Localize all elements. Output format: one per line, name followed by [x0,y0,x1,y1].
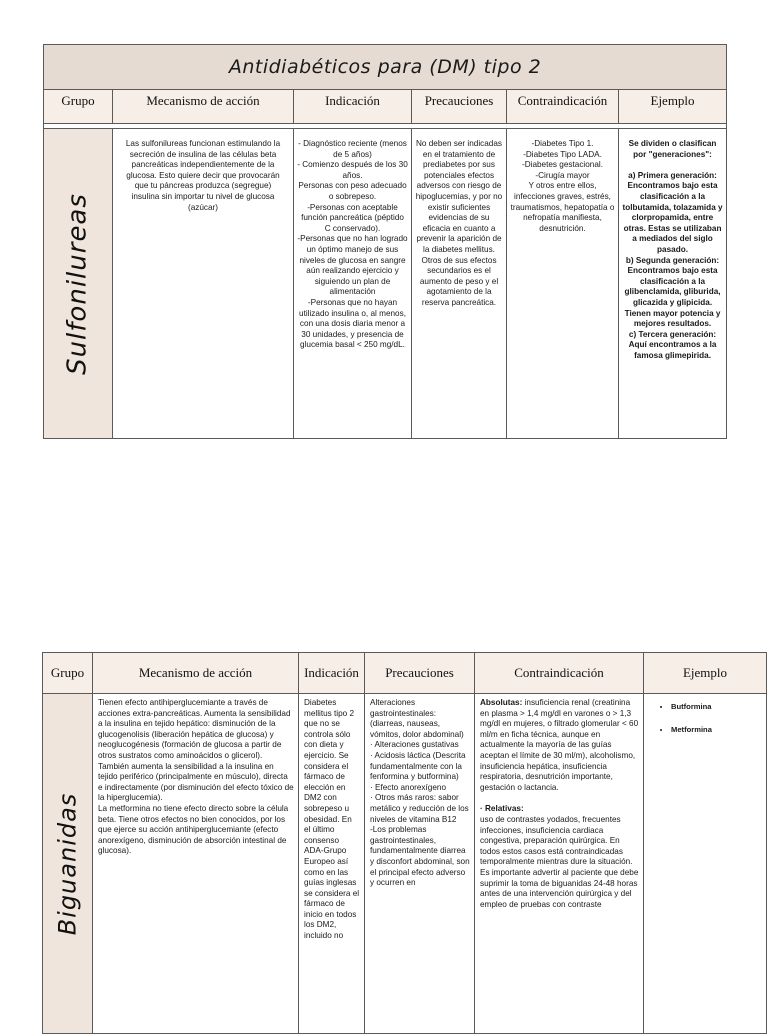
ejemplo-list [649,702,762,735]
header-mecanismo: Mecanismo de acción [93,653,299,694]
header-ejemplo: Ejemplo [644,653,767,694]
header-contraindicacion: Contraindicación [475,653,644,694]
header-ejemplo: Ejemplo [619,90,727,124]
contra-relativas-text: uso de contrastes yodados, frecuentes infecciones, insuficiencia cardiaca congestiva, preparación quirúrgica. En todos estos casos está contraindicadas temporalmente mientras dure la situación. Es importante advertir al paciente que debe suprimir la toma de biguanidas 24-48 horas antes de una intervención quirúrgica y del empleo de pruebas con contraste [480,814,639,909]
header-indicacion: Indicación [299,653,365,694]
mecanismo-cell: Tienen efecto antihiperglucemiante a través de acciones extra-pancreáticas. Aumenta la sensibilidad a la insulina en tejido hepático: disminución de la glucogenolisis (liberación hepática de glucosa) y neoglucogénesis (formación de glucosa a partir de otros sustratos como aminoácidos o glicerol). También aumenta la sensibilidad a la insulina en tejido periférico (principalmente en músculo), directa e indirectamente (por disminución del efecto tóxico de la hiperglucemia). La metformina no tiene efecto directo sobre la célula beta. Tiene otros efectos no bien conocidos, por los que ejerce su acción antihiperglucemiante (efecto anorexígeno, disminución de absorción intestinal de glucosa). [93,694,299,1034]
contraindicacion-cell [475,694,644,1034]
precauciones-cell: No deben ser indicadas en el tratamiento de prediabetes por sus potenciales efectos adversos con riesgo de hipoglucemias, y por no existir suficientes evidencias de su eficacia en cuanto a prevenir la aparición de la diabetes mellitus. Otros de sus efectos secundarios es el aumento de peso y el agotamiento de la reserva pancreática. [412,129,507,439]
contra-absolutas-label: Absolutas: [480,698,523,707]
list-item: • Metformina [671,725,762,736]
header-precauciones: Precauciones [365,653,475,694]
header-indicacion: Indicación [294,90,412,124]
ejemplo-cell: Se dividen o clasifican por "generaciones": a) Primera generación: Encontramos bajo esta clasificación a la tolbutamida, tolazamida y clorpropamida, entre otras. Estas se utilizaban a mediados del siglo pasado. b) Segunda generación: Encontramos bajo esta clasificación a la glibenclamida, gliburida, glicazida y glipicida. Tienen mayor potencia y mejores resultados. c) Tercera generación: Aquí encontramos a la famosa glimepirida. [619,129,727,439]
contra-absolutas-text: insuficiencia renal (creatinina en plasma > 1,4 mg/dl en varones o > 1,3 mg/dl en mujeres, o filtrado glomerular < 60 ml/m en ficha técnica, aunque en actualmente la mayoría de las guías aceptan el límite de 30 ml/m), alcoholismo, insuficiencia hepática, insuficiencia respiratoria, desnutrición importante, gestación o lactancia. [480,698,639,792]
group-label: Sulfonilureas [62,192,93,375]
mecanismo-cell: Las sulfonilureas funcionan estimulando la secreción de insulina de las células beta pancreáticas independientemente de la glucosa. Esto quiere decir que provocarán que tu páncreas produzca (segregue) insulina sin importar tu nivel de glucosa (azúcar) [113,129,294,439]
header-contraindicacion: Contraindicación [507,90,619,124]
header-grupo: Grupo [44,90,113,124]
list-item: • Butformina [671,702,762,713]
sulfonilureas-table [43,44,727,439]
header-grupo: Grupo [43,653,93,694]
group-label: Biguanidas [53,792,82,935]
biguanidas-table [42,652,767,1034]
group-cell [43,694,93,1034]
ejemplo-cell [644,694,767,1034]
indicacion-cell: Diabetes mellitus tipo 2 que no se controla sólo con dieta y ejercicio. Se considera el fármaco de elección en DM2 con sobrepeso u obesidad. En el último consenso ADA-Grupo Europeo así como en las guías inglesas se considera el fármaco de inicio en todos los DM2, incluido no [299,694,365,1034]
header-mecanismo: Mecanismo de acción [113,90,294,124]
contra-absolutas [480,698,639,793]
group-cell [44,129,113,439]
contra-relativas-label: · Relativas: [480,804,524,814]
precauciones-cell: Alteraciones gastrointestinales: (diarreas, nauseas, vómitos, dolor abdominal) · Alteraciones gustativas · Acidosis láctica (Descrita fundamentalmente con la fenformina y butformina) · Efecto anorexígeno · Otros más raros: sabor metálico y reducción de los niveles de vitamina B12 -Los problemas gastrointestinales, fundamentalmente diarrea y disconfort abdominal, son el principal efecto adverso y ocurren en [365,694,475,1034]
indicacion-cell: - Diagnóstico reciente (menos de 5 años) - Comienzo después de los 30 años. Personas con peso adecuado o sobrepeso. -Personas con aceptable función pancreática (péptido C conservado). -Personas que no han logrado un óptimo manejo de sus niveles de glucosa en sangre aún realizando ejercicio y siguiendo un plan de alimentación -Personas que no hayan utilizado insulina o, al menos, con una dosis diaria menor a 30 unidades, y presencia de glucemia basal < 250 mg/dL. [294,129,412,439]
header-precauciones: Precauciones [412,90,507,124]
table-title: Antidiabéticos para (DM) tipo 2 [44,45,727,90]
contraindicacion-cell: -Diabetes Tipo 1. -Diabetes Tipo LADA. -Diabetes gestacional. -Cirugía mayor Y otros entre ellos, infecciones graves, estrés, traumatismos, hepatopatía o nefropatía manifiesta, desnutrición. [507,129,619,439]
